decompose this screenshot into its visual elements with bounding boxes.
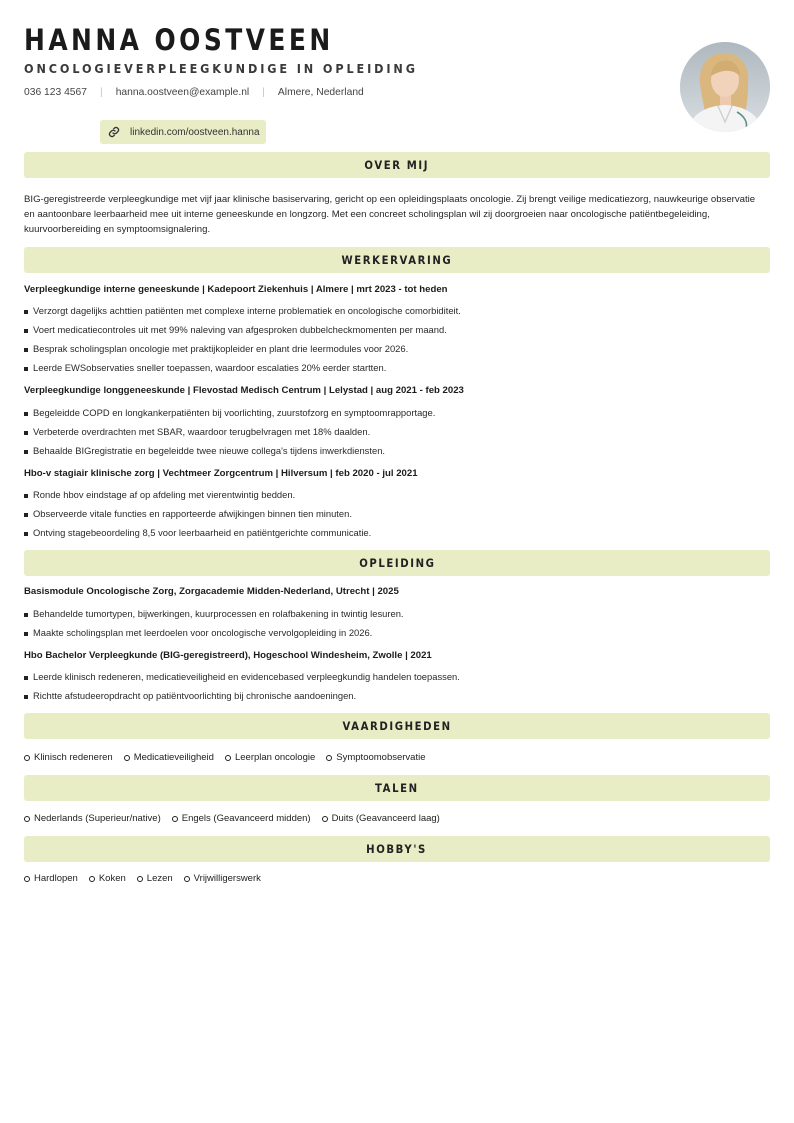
- skill-chip: Leerplan oncologie: [225, 752, 315, 763]
- hobby-chip: Hardlopen: [24, 873, 78, 884]
- skill-chip: Symptoomobservatie: [326, 752, 425, 763]
- list-item: Richtte afstudeeropdracht op patiëntvoorlichting bij chronische aandoeningen.: [24, 690, 356, 701]
- section-header-skills: VAARDIGHEDEN: [24, 713, 770, 739]
- list-item: Ronde hbov eindstage af op afdeling met vierentwintig bedden.: [24, 489, 295, 500]
- profile-photo: [680, 42, 770, 132]
- list-item: Begeleidde COPD en longkankerpatiënten bij voorlichting, zuurstofzorg en symptoomrapportage.: [24, 407, 435, 418]
- list-item: Verbeterde overdrachten met SBAR, waardoor terugbelvragen met 18% daalden.: [24, 426, 370, 437]
- candidate-role: ONCOLOGIEVERPLEEGKUNDIGE IN OPLEIDING: [24, 61, 418, 76]
- education-heading: Basismodule Oncologische Zorg, Zorgacademie Midden-Nederland, Utrecht | 2025: [24, 586, 399, 597]
- contact-line: [24, 87, 364, 98]
- skill-chip: Medicatieveiligheid: [124, 752, 214, 763]
- list-item: Ontving stagebeoordeling 8,5 voor leerbaarheid en patiëntgerichte communicatie.: [24, 527, 371, 538]
- hobby-chip: Vrijwilligerswerk: [184, 873, 261, 884]
- skills-list: [24, 752, 437, 763]
- list-item: Observeerde vitale functies en rapporteerde afwijkingen binnen tien minuten.: [24, 508, 352, 519]
- candidate-name: HANNA OOSTVEEN: [24, 23, 334, 57]
- about-text: BIG-geregistreerde verpleegkundige met vijf jaar klinische basiservaring, gericht op een opleidingsplaats oncologie. Zij brengt veilige medicatiezorg, nauwkeurige observatie en aantoonbare leerbaarheid mee uit interne geneeskunde en longzorg. Met een concreet scholingsplan wil zij doorgroeien naar oncologische patiëntbegeleiding, kuurvoorbereiding en symptoomsignalering.: [24, 194, 756, 235]
- location: Almere, Nederland: [277, 87, 364, 98]
- language-chip: Engels (Geavanceerd midden): [172, 813, 311, 824]
- section-header-experience: WERKERVARING: [24, 247, 770, 273]
- list-item: Voert medicatiecontroles uit met 99% naleving van afgesproken dubbelcheckmomenten per maand.: [24, 324, 447, 335]
- list-item: Leerde klinisch redeneren, medicatieveiligheid en evidencebased verpleegkundig handelen toepassen.: [24, 671, 460, 682]
- contact-separator: |: [262, 87, 265, 98]
- job-heading: Verpleegkundige longgeneeskunde | Flevostad Medisch Centrum | Lelystad | aug 2021 - feb 2023: [24, 385, 464, 396]
- list-item: Behandelde tumortypen, bijwerkingen, kuurprocessen en rolafbakening in twintig lesuren.: [24, 608, 404, 619]
- contact-separator: |: [100, 87, 103, 98]
- list-item: Maakte scholingsplan met leerdoelen voor oncologische vervolgopleiding in 2026.: [24, 627, 372, 638]
- phone-number[interactable]: 036 123 4567: [24, 87, 87, 98]
- hobbies-list: [24, 873, 272, 884]
- languages-list: [24, 813, 451, 824]
- email-address[interactable]: hanna.oostveen@example.nl: [115, 87, 250, 98]
- education-heading: Hbo Bachelor Verpleegkunde (BIG-geregistreerd), Hogeschool Windesheim, Zwolle | 2021: [24, 650, 432, 661]
- link-icon: [108, 126, 120, 138]
- section-header-about: OVER MIJ: [24, 152, 770, 178]
- section-header-languages: TALEN: [24, 775, 770, 801]
- language-chip: Duits (Geavanceerd laag): [322, 813, 440, 824]
- linkedin-url[interactable]: linkedin.com/oostveen.hanna: [130, 126, 260, 138]
- list-item: Leerde EWSobservaties sneller toepassen, waardoor escalaties 20% eerder startten.: [24, 362, 386, 373]
- hobby-chip: Koken: [89, 873, 126, 884]
- job-heading: Hbo-v stagiair klinische zorg | Vechtmeer Zorgcentrum | Hilversum | feb 2020 - jul 2021: [24, 468, 418, 479]
- list-item: Verzorgt dagelijks achttien patiënten met complexe interne problematiek en oncologische comorbiditeit.: [24, 305, 461, 316]
- hobby-chip: Lezen: [137, 873, 173, 884]
- linkedin-link[interactable]: [100, 120, 266, 144]
- list-item: Besprak scholingsplan oncologie met praktijkopleider en plant drie leermodules voor 2026.: [24, 343, 408, 354]
- section-header-hobbies: HOBBY'S: [24, 836, 770, 862]
- language-chip: Nederlands (Superieur/native): [24, 813, 161, 824]
- skill-chip: Klinisch redeneren: [24, 752, 113, 763]
- list-item: Behaalde BIGregistratie en begeleidde twee nieuwe collega's tijdens inwerkdiensten.: [24, 445, 385, 456]
- job-heading: Verpleegkundige interne geneeskunde | Kadepoort Ziekenhuis | Almere | mrt 2023 - tot heden: [24, 284, 448, 295]
- section-header-education: OPLEIDING: [24, 550, 770, 576]
